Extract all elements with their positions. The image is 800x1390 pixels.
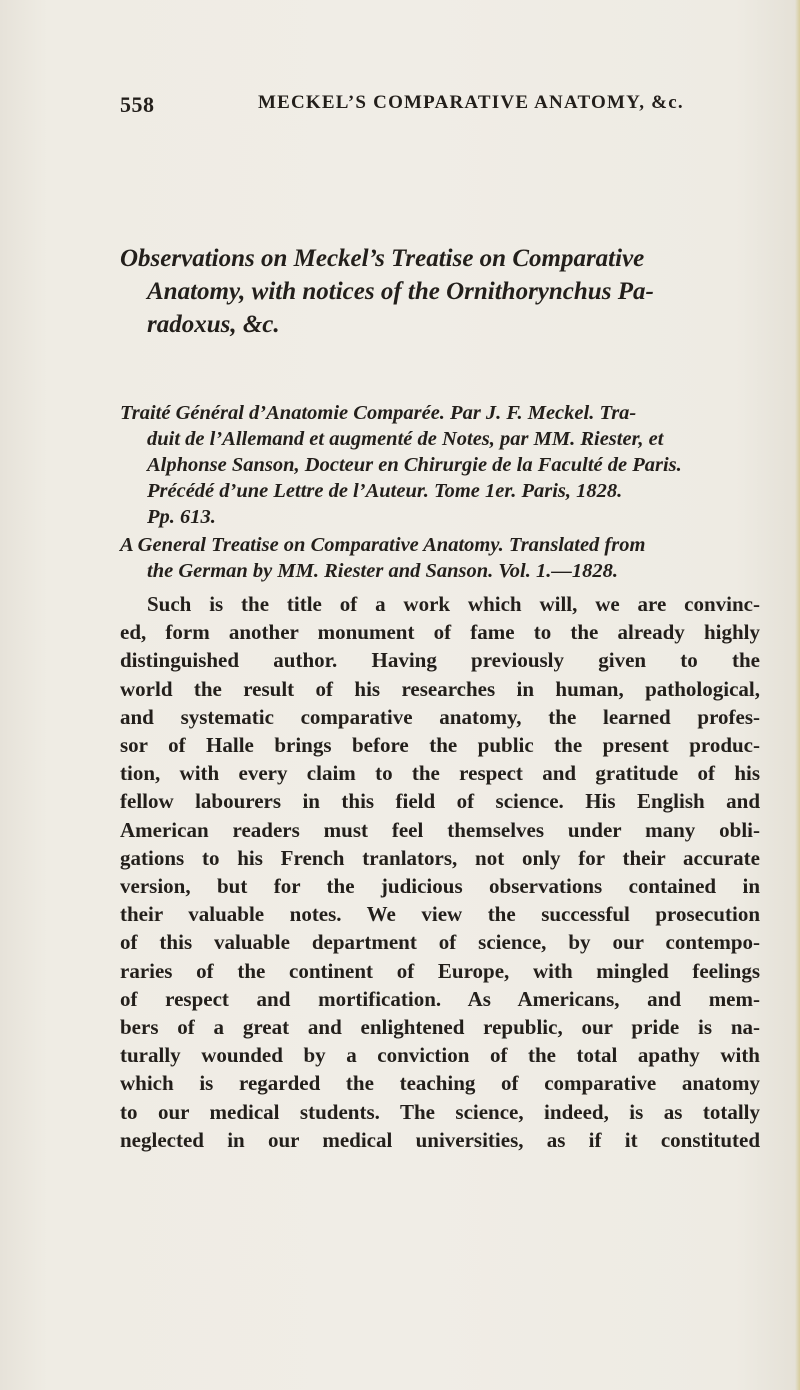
body-line: Such is the title of a work which will, we are convinc- — [147, 592, 760, 616]
body-line: to our medical students. The science, indeed, is as totally — [120, 1099, 760, 1124]
body-line: their valuable notes. We view the successful prosecution — [120, 902, 760, 927]
article-title-line: Observations on Meckel’s Treatise on Comparative — [120, 245, 645, 272]
citation-line: the German by MM. Riester and Sanson. Vol. 1.—1828. — [147, 560, 618, 582]
page-header — [120, 92, 760, 122]
citation-line: A General Treatise on Comparative Anatomy. Translated from — [120, 534, 646, 556]
body-line: fellow labourers in this field of science. His English and — [120, 789, 760, 814]
page-number: 558 — [120, 92, 155, 117]
body-line: turally wounded by a conviction of the total apathy with — [120, 1043, 760, 1068]
running-title: MECKEL’S COMPARATIVE ANATOMY, &c. — [258, 92, 684, 113]
body-line: gations to his French tranlators, not only for their accurate — [120, 845, 760, 870]
body-line: American readers must feel themselves under many obli- — [120, 817, 760, 842]
body-line: of respect and mortification. As Americans, and mem- — [120, 986, 760, 1011]
body-paragraph — [120, 590, 760, 1154]
article-title-line: Anatomy, with notices of the Ornithorynchus Pa- — [147, 278, 654, 305]
body-line: of this valuable department of science, by our contempo- — [120, 930, 760, 955]
english-edition-citation — [120, 532, 787, 584]
body-line: version, but for the judicious observations contained in — [120, 874, 760, 899]
article-title — [120, 242, 787, 341]
body-line: distinguished author. Having previously given to the — [120, 648, 760, 673]
citation-line: Précédé d’une Lettre de l’Auteur. Tome 1er. Paris, 1828. — [147, 480, 623, 502]
body-line: bers of a great and enlightened republic, our pride is na- — [120, 1015, 760, 1040]
article-title-line: radoxus, &c. — [147, 311, 280, 338]
citation-line: Pp. 613. — [147, 506, 216, 528]
citation-line: duit de l’Allemand et augmenté de Notes, par MM. Riester, et — [147, 428, 664, 450]
french-edition-citation — [120, 400, 787, 530]
body-line: and systematic comparative anatomy, the learned profes- — [120, 704, 760, 729]
body-line: which is regarded the teaching of comparative anatomy — [120, 1071, 760, 1096]
body-line: sor of Halle brings before the public the present produc- — [120, 733, 760, 758]
body-line: world the result of his researches in human, pathological, — [120, 676, 760, 701]
body-line: tion, with every claim to the respect and gratitude of his — [120, 761, 760, 786]
body-line: raries of the continent of Europe, with mingled feelings — [120, 958, 760, 983]
citation-line: Traité Général d’Anatomie Comparée. Par J. F. Meckel. Tra- — [120, 402, 637, 424]
body-line: ed, form another monument of fame to the already highly — [120, 620, 760, 645]
citation-line: Alphonse Sanson, Docteur en Chirurgie de la Faculté de Paris. — [147, 454, 682, 476]
page-edge — [795, 0, 800, 1390]
body-line: neglected in our medical universities, as if it constituted — [120, 1127, 760, 1152]
